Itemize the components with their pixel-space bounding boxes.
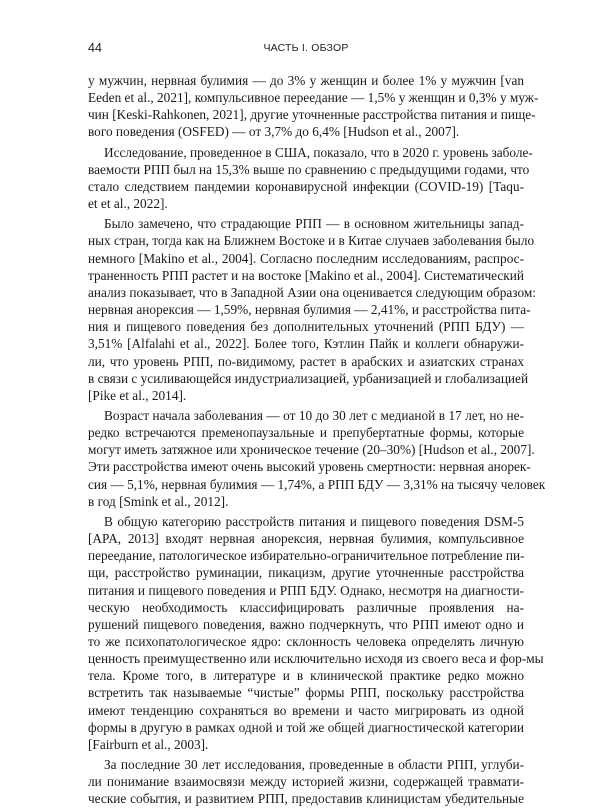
text-line: ческую необходимость классифицировать различные проявления на- <box>88 599 524 615</box>
text-line: Eeden et al., 2021], компульсивное переедание — 1,5% у женщин и 0,3% у муж- <box>88 90 539 106</box>
text-line: [Fairburn et al., 2003]. <box>88 736 209 752</box>
text-line: Исследование, проведенное в США, показало, что в 2020 г. уровень заболе- <box>104 144 533 160</box>
text-line: редко встречаются пременопаузальные и препубертатные формы, которые <box>88 425 524 441</box>
paragraph <box>88 72 539 141</box>
text-line: то же психопатологическое ядро: склонность человека определять личную <box>88 634 524 649</box>
text-line: В общую категорию расстройств питания и пищевого поведения DSM-5 <box>104 513 524 529</box>
body-text <box>88 72 546 808</box>
paragraph <box>88 215 536 404</box>
text-line: ческие события, и развитием РПП, предоставив клиницистам убедительные <box>88 791 524 807</box>
text-line: ния и пищевого поведения без дополнительных уточнений (РПП БДУ) — <box>88 319 524 335</box>
text-line: тела. Кроме того, в литературе и в клинической практике редко можно <box>88 668 524 684</box>
text-line: в год [Smink et al., 2012]. <box>88 493 229 509</box>
text-line: [APA, 2013] входят нервная анорексия, нервная булимия, компульсивное <box>88 531 524 547</box>
text-line: щи, расстройство руминации, пикацизм, другие уточненные расстройства <box>88 565 524 581</box>
text-line: 3,51% [Alfalahi et al., 2022]. Более того, Кэтлин Пайк и коллеги обнаружи- <box>88 336 524 352</box>
running-head: ЧАСТЬ I. ОБЗОР <box>263 42 349 54</box>
paragraph <box>88 144 533 213</box>
page-header <box>88 41 524 61</box>
text-line: рушений пищевого поведения, важно подчеркнуть, что РПП имеют одно и <box>88 616 524 632</box>
text-line: встретить так называемые “чистые” формы РПП, поскольку расстройства <box>88 685 524 701</box>
text-line: чин [Keski-Rahkonen, 2021], другие уточненные расстройства питания и пище- <box>88 107 536 123</box>
text-line: ли понимание взаимосвязи между историей жизни, содержащей травмати- <box>88 774 524 790</box>
page-number: 44 <box>88 41 102 55</box>
text-line: анализ показывает, что в Западной Азии она оценивается следующим образом: <box>88 284 536 300</box>
text-line: переедание, патологическое избирательно-ограничительное потребление пи- <box>88 548 525 564</box>
text-line: Эти расстройства имеют очень высокий уровень смертности: нервная анорек- <box>88 459 531 475</box>
text-line: питания и пищевого поведения и РПП БДУ. Однако, несмотря на диагности- <box>88 582 524 598</box>
text-line: немного [Makino et al., 2004]. Согласно последним исследованиям, распрос- <box>88 250 524 266</box>
text-line: стало следствием пандемии коронавирусной инфекции (COVID-19) [Taqu- <box>88 178 524 194</box>
text-line: в связи с усиливающейся индустриализацией, урбанизацией и глобализацией <box>88 370 529 386</box>
text-line: Возраст начала заболевания — от 10 до 30 лет с медианой в 17 лет, но не- <box>104 407 524 423</box>
text-line: За последние 30 лет исследования, проведенные в области РПП, углуби- <box>104 757 524 773</box>
text-line: ваемости РПП был на 15,3% выше по сравнению с предыдущими годами, что <box>88 161 530 177</box>
text-line: ных стран, тогда как на Ближнем Востоке и в Китае случаев заболевания было <box>88 233 535 249</box>
paragraph <box>88 513 544 753</box>
text-line: нервная анорексия — 1,59%, нервная булимия — 2,41%, и расстройства пита- <box>88 302 531 318</box>
text-line: вого поведения (OSFED) — от 3,7% до 6,4% [Hudson et al., 2007]. <box>88 124 460 140</box>
text-line: у мужчин, нервная булимия — до 3% у женщин и более 1% у мужчин [van <box>88 73 524 88</box>
text-line: имеют тенденцию сохраняться во времени и часто мигрировать из одной <box>88 702 524 718</box>
text-line: траненность РПП растет и на востоке [Makino et al., 2004]. Систематический <box>88 267 524 283</box>
text-line: Было замечено, что страдающие РПП — в основном жительницы запад- <box>104 216 524 232</box>
text-line: могут иметь затяжное или хроническое течение (20–30%) [Hudson et al., 2007]. <box>88 442 535 458</box>
text-line: [Pike et al., 2014]. <box>88 387 187 403</box>
text-line: ли, что уровень РПП, по-видимому, растет в арабских и азиатских странах <box>88 353 524 369</box>
text-line: ценность преимущественно или исключительно исходя из своего веса и фор-мы <box>88 651 544 667</box>
text-line: формы в другую в рамках одной и той же общей диагностической категории <box>88 719 524 735</box>
text-line: сия — 5,1%, нервная булимия — 1,74%, а РПП БДУ — 3,31% на тысячу человек <box>88 476 546 492</box>
paragraph <box>88 756 524 807</box>
paragraph <box>88 407 546 510</box>
text-line: et et al., 2022]. <box>88 196 168 212</box>
